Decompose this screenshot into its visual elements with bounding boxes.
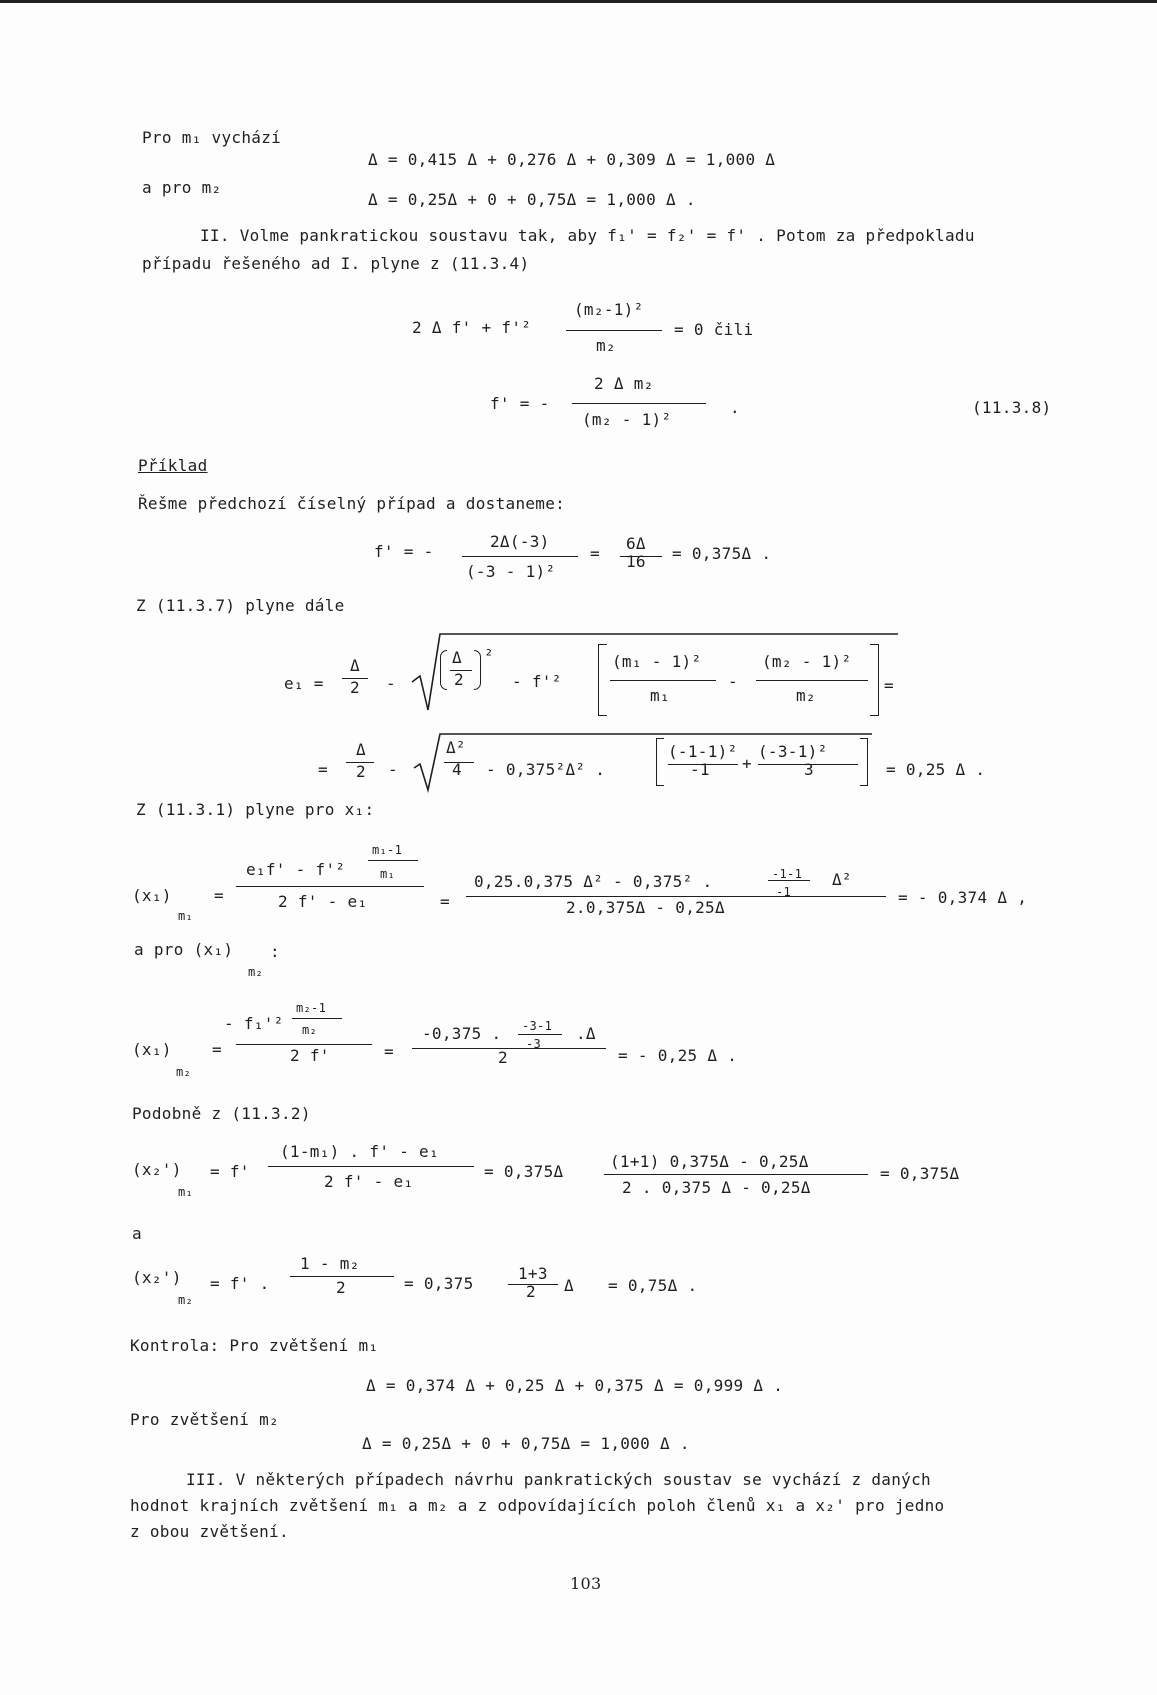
x1m1-subscript: m₁ [178, 909, 194, 923]
x1m1-result: = - 0,374 Δ , [898, 888, 1028, 907]
eq3-right: = 0,375Δ . [672, 544, 772, 563]
e1-bracket-minus: - [728, 672, 738, 691]
eq1-left: 2 Δ f' + f'² [412, 318, 532, 337]
x2m2-fraction-bar [290, 1276, 394, 1277]
paragraph-iii-line2: hodnot krajních zvětšení m₁ a m₂ a z odpovídajících poloh členů x₁ a x₂' pro jedno [130, 1496, 945, 1515]
page-number: 103 [570, 1574, 602, 1593]
ref-11-3-1: Z (11.3.1) plyne pro x₁: [136, 800, 375, 819]
x2m2-numerator-2: 1+3 [518, 1264, 548, 1283]
e1b-left: = [318, 760, 328, 779]
x1m1-num2-end: Δ² [832, 870, 852, 889]
x2m1-middle: = 0,375Δ [484, 1162, 564, 1181]
e1b-delta-num: Δ [356, 740, 366, 759]
e1b-bracket-den1: -1 [690, 760, 710, 779]
eq1-right: = 0 čili [674, 320, 754, 339]
x1m1-denominator-2: 2.0,375Δ - 0,25Δ [566, 898, 725, 917]
x1m1-numerator-2: 0,25.0,375 Δ² - 0,375² . [474, 872, 713, 891]
e1b-term: - 0,375²Δ² . [486, 760, 606, 779]
x2m2-middle: = 0,375 [404, 1274, 474, 1293]
conjunction-a: a [132, 1224, 142, 1243]
x2m1-numerator: (1-m₁) . f' - e₁ [280, 1142, 439, 1161]
eq2-dot: . [730, 398, 740, 417]
e1-bracket-right [870, 644, 879, 716]
e1-bracket-bar1 [610, 680, 716, 681]
check-m2-equation: Δ = 0,25Δ + 0 + 0,75Δ = 1,000 Δ . [362, 1434, 690, 1453]
x1m2-equals: = [212, 1040, 222, 1059]
x1m2-equals-2: = [384, 1042, 394, 1061]
e1-inner-paren-left [440, 650, 447, 690]
x2m2-subscript: m₂ [178, 1293, 194, 1307]
x1m2-num-frac-num: m₂-1 [296, 1001, 327, 1015]
x2m2-numerator: 1 - m₂ [300, 1254, 360, 1273]
x1m1-num-frac-num: m₁-1 [372, 843, 403, 857]
x2m2-denominator: 2 [336, 1278, 346, 1297]
eq3-numerator: 2Δ(-3) [490, 532, 550, 551]
x1m1-fraction-bar [236, 886, 424, 887]
eq1-numerator: (m₂-1)² [574, 300, 644, 319]
intro-m1: Pro m₁ vychází [142, 128, 282, 147]
eq3-left: f' = - [374, 542, 434, 561]
e1-bracket-num2: (m₂ - 1)² [762, 652, 852, 671]
eq1-denominator: m₂ [596, 336, 616, 355]
check-m2-intro: Pro zvětšení m₂ [130, 1410, 279, 1429]
x2m1-fraction-bar [268, 1166, 474, 1167]
x1m2-fraction-bar [236, 1044, 372, 1045]
intro-m2: a pro m₂ [142, 178, 222, 197]
e1-bracket-den2: m₂ [796, 686, 816, 705]
x1m2-num2-frac-num: -3-1 [522, 1019, 553, 1033]
x1m2-denominator: 2 f' [290, 1046, 330, 1065]
e1-inner-num: Δ [452, 648, 462, 667]
x1m2-num2-frac-den: -3 [526, 1037, 542, 1051]
x1m1-num2-frac-den: -1 [776, 885, 792, 899]
x2m2-delta: Δ [564, 1276, 574, 1295]
intro-x1-m2-colon: : [270, 942, 280, 961]
x1m1-equals-2: = [440, 892, 450, 911]
x1m1-num-frac-den: m₁ [380, 867, 396, 881]
e1-left: e₁ = [284, 674, 324, 693]
ref-11-3-2: Podobně z (11.3.2) [132, 1104, 311, 1123]
paragraph-ii-line1: II. Volme pankratickou soustavu tak, aby f₁' = f₂' = f' . Potom za předpokladu [200, 226, 975, 245]
e1b-bracket-left [656, 738, 664, 786]
x1m1-left: (x₁) [132, 886, 172, 905]
e1b-inner-den: 4 [452, 760, 462, 779]
x1m2-numerator: - f₁'² [224, 1014, 284, 1033]
eq1-fraction-bar [566, 330, 662, 331]
equation-number-11-3-8: (11.3.8) [972, 398, 1052, 417]
example-intro: Řešme předchozí číselný případ a dostaneme: [138, 494, 566, 513]
x2m1-equals: = f' [210, 1162, 250, 1181]
x2m1-left: (x₂') [132, 1160, 182, 1179]
x1m2-left: (x₁) [132, 1040, 172, 1059]
e1b-bracket-plus: + [742, 754, 752, 773]
eq3-numerator-2: 6Δ [626, 534, 646, 553]
paragraph-iii-line1: III. V některých případech návrhu pankratických soustav se vychází z daných [186, 1470, 931, 1489]
x1m1-fraction-bar-2 [466, 896, 886, 897]
x1m2-numerator-2: -0,375 . [422, 1024, 502, 1043]
x2m1-result: = 0,375Δ [880, 1164, 960, 1183]
x2m2-equals: = f' . [210, 1274, 270, 1293]
x2m2-result: = 0,75Δ . [608, 1276, 698, 1295]
x2m1-numerator-2: (1+1) 0,375Δ - 0,25Δ [610, 1152, 809, 1171]
x1m2-result: = - 0,25 Δ . [618, 1046, 738, 1065]
e1-bracket-num1: (m₁ - 1)² [612, 652, 702, 671]
x2m1-subscript: m₁ [178, 1185, 194, 1199]
eq2-numerator: 2 Δ m₂ [594, 374, 654, 393]
e1-inner-power: ² [484, 646, 494, 665]
x2m2-left: (x₂') [132, 1268, 182, 1287]
eq2-left: f' = - [490, 394, 550, 413]
x2m1-fraction-bar-2 [604, 1174, 868, 1175]
x1m2-fraction-bar-2 [412, 1048, 606, 1049]
eq2-denominator: (m₂ - 1)² [582, 410, 672, 429]
e1b-bracket-num1: (-1-1)² [668, 742, 738, 761]
e1b-delta-den: 2 [356, 762, 366, 781]
x2m2-denominator-2: 2 [526, 1282, 536, 1301]
x1m2-num2-end: .Δ [576, 1024, 596, 1043]
equation-sum-m2: Δ = 0,25Δ + 0 + 0,75Δ = 1,000 Δ . [368, 190, 696, 209]
e1-bracket-den1: m₁ [650, 686, 670, 705]
e1-bracket-bar2 [756, 680, 868, 681]
check-m1-intro: Kontrola: Pro zvětšení m₁ [130, 1336, 379, 1355]
eq2-fraction-bar [572, 403, 706, 404]
e1-delta-den: 2 [350, 678, 360, 697]
intro-x1-m2-subscript: m₂ [248, 965, 264, 979]
e1b-result: = 0,25 Δ . [886, 760, 986, 779]
x1m1-num-frac-bar [368, 860, 418, 861]
x1m1-num2-frac-num: -1-1 [772, 867, 803, 881]
check-m1-equation: Δ = 0,374 Δ + 0,25 Δ + 0,375 Δ = 0,999 Δ . [366, 1376, 784, 1395]
e1b-bracket-num2: (-3-1)² [758, 742, 828, 761]
x1m1-num2-frac-bar [768, 880, 810, 881]
eq3-fraction-bar [462, 556, 578, 557]
e1b-inner-num: Δ² [446, 738, 466, 757]
e1-inner-den: 2 [454, 670, 464, 689]
paragraph-iii-line3: z obou zvětšení. [130, 1522, 289, 1541]
e1-minus: - [386, 674, 396, 693]
e1b-bracket-den2: 3 [804, 760, 814, 779]
eq3-equals: = [590, 544, 600, 563]
e1-equals: = [884, 676, 894, 695]
intro-x1-m2: a pro (x₁) [134, 940, 234, 959]
page-top-edge [0, 0, 1157, 3]
example-heading: Příklad [138, 456, 208, 475]
x1m1-denominator: 2 f' - e₁ [278, 892, 368, 911]
eq3-denominator-2: 16 [626, 552, 646, 571]
e1-inner-paren-right [474, 650, 481, 690]
e1-bracket-left [598, 644, 607, 716]
ref-11-3-7: Z (11.3.7) plyne dále [136, 596, 345, 615]
eq3-denominator: (-3 - 1)² [466, 562, 556, 581]
e1-f-term: - f'² [512, 672, 562, 691]
e1-delta-num: Δ [350, 656, 360, 675]
e1b-minus: - [388, 760, 398, 779]
x1m1-numerator: e₁f' - f'² [246, 860, 346, 879]
x1m2-num-frac-den: m₂ [302, 1023, 318, 1037]
e1b-bracket-right [860, 738, 868, 786]
x2m1-denominator: 2 f' - e₁ [324, 1172, 414, 1191]
x1m1-equals: = [214, 886, 224, 905]
x1m2-denominator-2: 2 [498, 1048, 508, 1067]
x1m2-num-frac-bar [292, 1018, 342, 1019]
paragraph-ii-line2: případu řešeného ad I. plyne z (11.3.4) [142, 254, 530, 273]
x1m2-subscript: m₂ [176, 1065, 192, 1079]
x2m1-denominator-2: 2 . 0,375 Δ - 0,25Δ [622, 1178, 811, 1197]
equation-sum-m1: Δ = 0,415 Δ + 0,276 Δ + 0,309 Δ = 1,000 Δ [368, 150, 776, 169]
